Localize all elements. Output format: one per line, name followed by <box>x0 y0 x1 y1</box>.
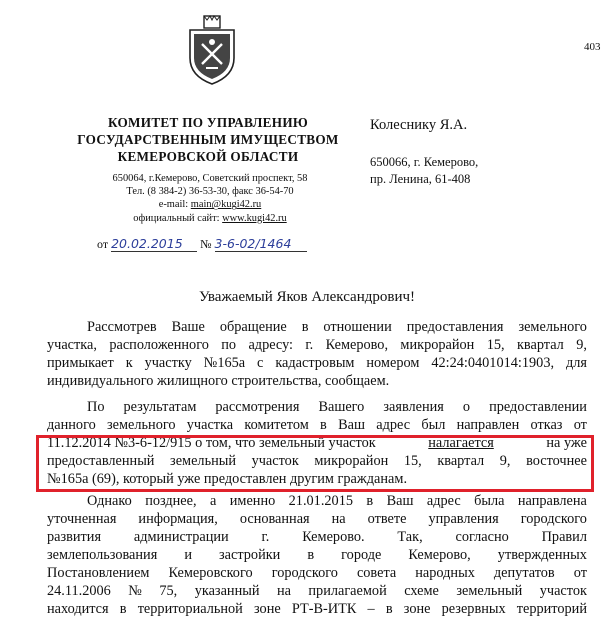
word: По <box>87 399 105 415</box>
org-email-line <box>70 198 350 211</box>
word: на <box>331 511 346 527</box>
organization-name <box>58 114 358 165</box>
word: кадастровым <box>275 355 355 371</box>
word: земельный <box>456 583 523 599</box>
word: городского <box>520 511 587 527</box>
document-reference <box>94 236 307 252</box>
word: восточнее <box>526 453 587 469</box>
body-line <box>47 600 587 618</box>
word: о <box>462 399 471 415</box>
text <box>47 354 587 372</box>
word: в <box>385 601 393 617</box>
word: зоне <box>253 601 281 617</box>
org-address: 650064, г.Кемерово, Советский проспект, 58 <box>112 173 308 184</box>
word: территорий <box>516 601 587 617</box>
word: участок <box>251 453 299 469</box>
word: участка <box>186 417 234 433</box>
body-line <box>47 546 587 564</box>
site-link[interactable]: www.kugi42.ru <box>222 212 287 224</box>
site-label: официальный сайт: <box>133 212 220 224</box>
word: управления <box>428 511 499 527</box>
text: на уже <box>546 435 587 451</box>
org-contacts <box>70 172 350 225</box>
word: народных <box>415 565 475 581</box>
word: совета <box>356 565 397 581</box>
word: Однако <box>87 493 132 509</box>
word: Кемерово, <box>408 547 471 563</box>
word: администрации <box>133 529 229 545</box>
word: 15, <box>486 337 505 353</box>
recipient-name: Колеснику Я.А. <box>370 117 468 133</box>
word: 15, <box>403 453 422 469</box>
org-line-1: КОМИТЕТ ПО УПРАВЛЕНИЮ <box>107 115 309 130</box>
word: находится <box>47 601 109 617</box>
word: РТ-В-ИТК <box>291 601 357 617</box>
body-line <box>87 398 587 416</box>
word: к <box>125 355 133 371</box>
word: участок <box>539 583 587 599</box>
word: №165а <box>203 355 246 371</box>
ref-from-label: от <box>97 237 109 251</box>
text: индивидуального жилищного строительства, сообщаем. <box>47 373 390 389</box>
text <box>87 318 587 336</box>
word: № <box>128 583 142 599</box>
word: участка, <box>47 337 97 353</box>
word: 75, <box>159 583 178 599</box>
word: резервных <box>441 601 506 617</box>
ref-date: 20.02.2015 <box>111 236 197 252</box>
word: результатам <box>123 399 197 415</box>
ref-number: 3-6-02/1464 <box>215 236 307 252</box>
word: Кемерово. <box>302 529 365 545</box>
recipient-address <box>370 154 478 188</box>
word: 21.01.2015 <box>288 493 353 509</box>
word: утвержденных <box>497 547 587 563</box>
word: 9, <box>576 337 587 353</box>
word: предоставленный <box>47 453 155 469</box>
word: Вашего <box>318 399 365 415</box>
kemerovo-coat-of-arms-icon <box>186 14 238 86</box>
body-line <box>47 528 587 546</box>
text <box>47 582 587 600</box>
org-phone: Тел. (8 384-2) 36-53-30, факс 36-54-70 <box>126 186 294 198</box>
word: с <box>257 355 264 371</box>
word: Правил <box>541 529 587 545</box>
word: городского <box>271 565 338 581</box>
word: по <box>221 337 237 353</box>
word: 24.11.2006 <box>47 583 111 599</box>
word: предоставлении <box>489 399 587 415</box>
word: 9, <box>499 453 511 469</box>
word: а <box>209 493 217 509</box>
text <box>47 510 587 528</box>
word: в <box>366 493 374 509</box>
word: примыкает <box>47 355 114 371</box>
word: в <box>307 547 315 563</box>
text <box>47 600 587 618</box>
word: указанный <box>194 583 260 599</box>
text <box>47 416 587 434</box>
body-line <box>47 582 587 600</box>
text <box>47 564 587 582</box>
email-label: e-mail: <box>158 199 189 211</box>
body-line <box>87 492 587 510</box>
word: Ваше <box>171 319 205 335</box>
greeting: Уважаемый Яков Александрович! <box>198 289 416 305</box>
word: отказ <box>530 417 563 433</box>
word: адресу: <box>248 337 294 353</box>
word: информация, <box>138 511 218 527</box>
body-line <box>47 564 587 582</box>
word: от <box>573 417 587 433</box>
word: согласно <box>455 529 509 545</box>
word: расположенного <box>109 337 209 353</box>
word: предоставления <box>406 319 504 335</box>
word: территориальной <box>137 601 243 617</box>
word: была <box>474 493 505 509</box>
ref-number-label: № <box>200 237 212 251</box>
text <box>47 546 587 564</box>
word: позднее, <box>145 493 197 509</box>
body-line <box>87 318 587 336</box>
org-line-3: КЕМЕРОВСКОЙ ОБЛАСТИ <box>117 149 299 164</box>
text: 11.12.2014 №3-6-12/915 о том, что земельный участок <box>47 435 376 451</box>
word: заявления <box>383 399 444 415</box>
word: в <box>301 319 309 335</box>
word: в <box>119 601 127 617</box>
word: земельный <box>170 453 236 469</box>
word: Так, <box>397 529 423 545</box>
word: г. <box>261 529 270 545</box>
word: земельного <box>107 417 176 433</box>
word: Ваш <box>386 493 414 509</box>
org-site-line <box>70 212 350 225</box>
text <box>47 336 587 354</box>
word: депутатов <box>493 565 555 581</box>
word: на <box>276 583 291 599</box>
word: зоне <box>403 601 431 617</box>
body-line <box>47 354 587 372</box>
text <box>47 528 587 546</box>
word: Постановлением <box>47 565 150 581</box>
word: комитетом <box>244 417 309 433</box>
word: для <box>565 355 587 371</box>
word: микрорайон <box>400 337 475 353</box>
word: микрорайон <box>314 453 389 469</box>
word: участку <box>144 355 192 371</box>
word: Кемерово, <box>325 337 389 353</box>
word: был <box>421 417 446 433</box>
word: 42:24:0401014:1903, <box>431 355 555 371</box>
word: отношении <box>323 319 392 335</box>
word: рассмотрения <box>215 399 300 415</box>
text: №165а (69), который уже предоставлен другим гражданам. <box>47 471 408 487</box>
word: номером <box>366 355 420 371</box>
word: адрес <box>376 417 411 433</box>
body-line <box>47 510 587 528</box>
body-line <box>47 336 587 354</box>
body-line <box>47 416 587 434</box>
word: прилагаемой <box>308 583 387 599</box>
word: в <box>320 417 327 433</box>
word: Кемеровского <box>168 565 253 581</box>
word: именно <box>229 493 276 509</box>
underlined-text: налагается <box>428 435 494 451</box>
word: от <box>573 565 587 581</box>
word: Рассмотрев <box>87 319 157 335</box>
word: схеме <box>404 583 439 599</box>
word: уточненная <box>47 511 117 527</box>
word: г. <box>305 337 314 353</box>
recipient-address-line-1: 650066, г. Кемерово, <box>370 155 479 169</box>
word: городе <box>341 547 382 563</box>
email-link[interactable]: main@kugi42.ru <box>190 199 262 211</box>
word: данного <box>47 417 96 433</box>
word: застройки <box>219 547 281 563</box>
org-line-2: ГОСУДАРСТВЕННЫМ ИМУЩЕСТВОМ <box>77 132 339 147</box>
word: основанная <box>239 511 310 527</box>
highlight-box <box>36 435 594 492</box>
text <box>87 398 587 416</box>
word: квартал <box>516 337 564 353</box>
recipient-address-line-2: пр. Ленина, 61-408 <box>370 172 471 186</box>
body-line <box>47 372 587 390</box>
word: земельного <box>518 319 587 335</box>
word: развития <box>47 529 102 545</box>
page-number: 403 <box>584 41 601 53</box>
word: ответе <box>367 511 407 527</box>
word: и <box>184 547 192 563</box>
word: направлена <box>517 493 587 509</box>
word: обращение <box>219 319 287 335</box>
word: адрес <box>426 493 461 509</box>
word: – <box>367 601 375 617</box>
word: направлен <box>456 417 520 433</box>
word: квартал <box>437 453 485 469</box>
word: Ваш <box>338 417 365 433</box>
word: землепользования <box>47 547 158 563</box>
text <box>87 492 587 510</box>
